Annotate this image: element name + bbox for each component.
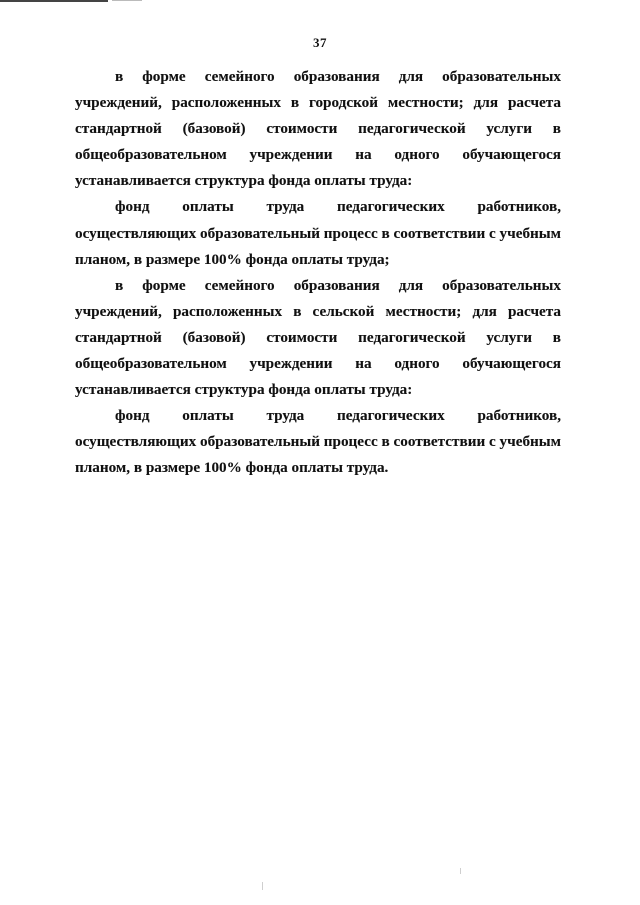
scan-edge-line-faint <box>112 0 142 1</box>
paragraph-rural-family-education: в форме семейного образования для образовательных учреждений, расположенных в сельской местности; для расчета стандартной (базовой) стоимости педагогической услуги в общеобразовательном учреждении на одного обучающегося устанавливается структура фонда оплаты труда: <box>75 276 561 399</box>
page-number: 37 <box>313 35 327 50</box>
paragraph-rural-wage-fund: фонд оплаты труда педагогических работников, осуществляющих образовательный процесс в соответствии с учебным планом, в размере 100% фонда оплаты труда. <box>75 407 561 477</box>
scan-edge-line <box>0 0 108 2</box>
document-body <box>75 64 561 482</box>
paragraph-urban-family-education: в форме семейного образования для образовательных учреждений, расположенных в городской местности; для расчета стандартной (базовой) стоимости педагогической услуги в общеобразовательном учреждении на одного обучающегося устанавливается структура фонда оплаты труда: <box>75 68 561 190</box>
scan-speck <box>460 868 461 874</box>
paragraph-urban-wage-fund: фонд оплаты труда педагогических работников, осуществляющих образовательный процесс в соответствии с учебным планом, в размере 100% фонда оплаты труда; <box>75 198 561 268</box>
scan-speck <box>262 882 263 890</box>
